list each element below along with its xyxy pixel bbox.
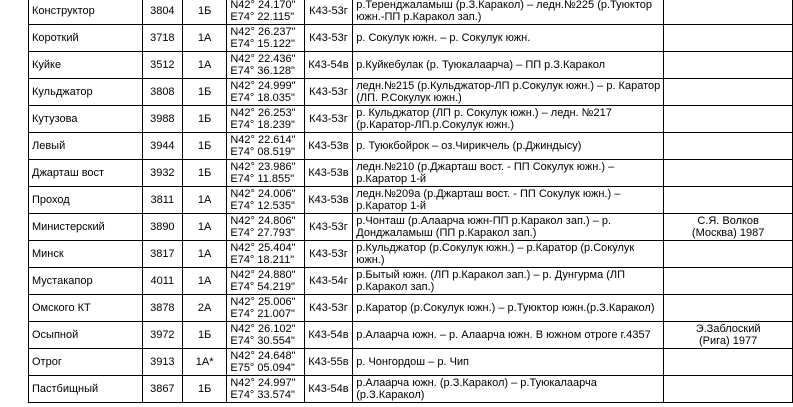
table-row — [29, 52, 793, 79]
first-ascent-cell — [664, 214, 793, 241]
route-line: р.Куйкебулак (р. Туюкалаарча) – ПП р.З.Каракол — [356, 59, 606, 71]
map-sheet-cell — [304, 349, 353, 376]
route-cell — [353, 295, 664, 322]
map-sheet-cell — [304, 133, 353, 160]
pass-name: Отрог — [32, 356, 62, 368]
height-cell — [142, 52, 182, 79]
pass-category: 1А — [197, 194, 212, 206]
route-cell — [353, 187, 664, 214]
route-cell — [353, 376, 664, 403]
route-cell — [353, 160, 664, 187]
table-row — [29, 133, 793, 160]
coordinates-cell — [227, 214, 304, 241]
pass-name-cell — [29, 295, 143, 322]
pass-category: 1Б — [197, 167, 212, 179]
route-line: (ЛП. Р.Сокулук южн.) — [356, 92, 462, 104]
first-ascent-cell — [664, 0, 793, 25]
pass-height: 3972 — [150, 329, 175, 341]
route-line: р.Кульджатор (р.Сокулук южн.) – р.Каратор (р.Сокулук — [356, 242, 635, 254]
category-cell — [182, 268, 226, 295]
pass-name: Осыпной — [32, 329, 79, 341]
pass-name-cell — [29, 241, 143, 268]
longitude: E74° 22.115" — [230, 11, 295, 23]
pass-category: 1Б — [197, 140, 212, 152]
longitude: E74° 08.519" — [230, 146, 295, 158]
pass-height: 3817 — [150, 248, 175, 260]
route-line: р.Каракол зап.) — [356, 281, 435, 293]
coordinates-cell — [227, 322, 304, 349]
route-line: р. Кульджатор (ЛП р. Сокулук южн.) – ледн. №217 — [356, 107, 612, 119]
coordinates-cell — [227, 160, 304, 187]
coordinates-cell — [227, 187, 304, 214]
map-sheet-cell — [304, 295, 353, 322]
pass-name: Куйке — [32, 59, 62, 71]
table-row — [29, 79, 793, 106]
height-cell — [142, 133, 182, 160]
pass-name-cell — [29, 187, 143, 214]
route-cell — [353, 268, 664, 295]
map-sheet-cell — [304, 106, 353, 133]
latitude: N42° 24.006" — [230, 188, 296, 200]
table-row — [29, 160, 793, 187]
route-line: (р.Каратор-ЛП.р.Сокулук южн.) — [356, 119, 515, 131]
coordinates-cell — [227, 349, 304, 376]
map-sheet: К43-53г — [309, 302, 348, 314]
route-line: южн.) — [356, 254, 385, 266]
pass-category: 1Б — [197, 113, 212, 125]
pass-name: Минск — [32, 248, 64, 260]
pass-category: 1А — [197, 32, 212, 44]
pass-height: 3988 — [150, 113, 175, 125]
route-cell — [353, 322, 664, 349]
latitude: N42° 23.986" — [230, 161, 296, 173]
coordinates-cell — [227, 25, 304, 52]
table-row — [29, 0, 793, 25]
pass-name: Джарташ вост — [32, 167, 105, 179]
first-ascent-cell — [664, 160, 793, 187]
first-ascent-line: (Москва) 1987 — [691, 227, 765, 239]
height-cell — [142, 295, 182, 322]
pass-height: 3890 — [150, 221, 175, 233]
pass-name: Проход — [32, 194, 70, 206]
map-sheet: К43-54в — [308, 383, 349, 395]
map-sheet: К43-53г — [309, 248, 348, 260]
first-ascent-cell — [664, 52, 793, 79]
route-line: (р.З.Каракол) — [356, 389, 425, 401]
table-row — [29, 241, 793, 268]
map-sheet: К43-53г — [309, 221, 348, 233]
pass-height: 3718 — [150, 32, 175, 44]
height-cell — [142, 160, 182, 187]
latitude: N42° 24.880" — [230, 269, 296, 281]
height-cell — [142, 0, 182, 25]
pass-name-cell — [29, 52, 143, 79]
route-line: р. Туюкбойрок – оз.Чирикчель (р.Джиндысу) — [356, 140, 582, 152]
longitude: E74° 30.554" — [230, 335, 295, 347]
category-cell — [182, 241, 226, 268]
coordinates-cell — [227, 268, 304, 295]
first-ascent-cell — [664, 106, 793, 133]
table-row — [29, 295, 793, 322]
category-cell — [182, 0, 226, 25]
route-cell — [353, 79, 664, 106]
longitude: E74° 12.535" — [230, 200, 295, 212]
table-row — [29, 268, 793, 295]
coordinates-cell — [227, 241, 304, 268]
coordinates-cell — [227, 0, 304, 25]
route-line: р.Каратор 1-й — [356, 200, 427, 212]
first-ascent-cell — [664, 79, 793, 106]
pass-height: 3808 — [150, 86, 175, 98]
height-cell — [142, 322, 182, 349]
pass-name-cell — [29, 322, 143, 349]
pass-category: 1Б — [197, 86, 212, 98]
map-sheet-cell — [304, 160, 353, 187]
first-ascent-line: (Рига) 1977 — [699, 335, 758, 347]
pass-name: Кульджатор — [32, 86, 93, 98]
table-row — [29, 376, 793, 403]
route-cell — [353, 241, 664, 268]
pass-name-cell — [29, 160, 143, 187]
latitude: N42° 22.614" — [230, 134, 296, 146]
route-line: р.Бытый южн. (ЛП р.Каракол зап.) – р. Дунгурма (ЛП — [356, 269, 626, 281]
pass-height: 3811 — [150, 194, 175, 206]
coordinates-cell — [227, 295, 304, 322]
longitude: E74° 54.219" — [230, 281, 295, 293]
map-sheet: К43-53в — [308, 194, 349, 206]
height-cell — [142, 241, 182, 268]
category-cell — [182, 214, 226, 241]
pass-name-cell — [29, 133, 143, 160]
pass-name: Левый — [32, 140, 66, 152]
coordinates-cell — [227, 133, 304, 160]
pass-name: Мустакапор — [32, 275, 93, 287]
table-row — [29, 322, 793, 349]
category-cell — [182, 52, 226, 79]
map-sheet-cell — [304, 187, 353, 214]
map-sheet-cell — [304, 79, 353, 106]
map-sheet: К43-54в — [308, 59, 349, 71]
pass-name-cell — [29, 214, 143, 241]
route-cell — [353, 52, 664, 79]
route-cell — [353, 0, 664, 25]
latitude: N42° 22.436" — [230, 53, 296, 65]
latitude: N42° 24.170" — [230, 0, 296, 11]
pass-name-cell — [29, 268, 143, 295]
longitude: E74° 18.239" — [230, 119, 295, 131]
latitude: N42° 26.102" — [230, 323, 296, 335]
map-sheet: К43-54г — [309, 275, 348, 287]
route-line: р. Сокулук южн. – р. Сокулук южн. — [356, 32, 531, 44]
category-cell — [182, 376, 226, 403]
first-ascent-line: С.Я. Волков — [697, 215, 759, 227]
table-row — [29, 349, 793, 376]
first-ascent-cell — [664, 187, 793, 214]
table-row — [29, 25, 793, 52]
route-line: р.Алаарча южн. (р.З.Каракол) – р.Туюкалаарча — [356, 377, 597, 389]
map-sheet: К43-53г — [309, 113, 348, 125]
height-cell — [142, 25, 182, 52]
route-line: ледн.№215 (р.Кульджатор-ЛП р.Сокулук южн.) – р. Каратор — [356, 80, 661, 92]
category-cell — [182, 322, 226, 349]
category-cell — [182, 106, 226, 133]
longitude: E75° 05.094" — [230, 362, 295, 374]
longitude: E74° 21.007" — [230, 308, 295, 320]
table-row — [29, 214, 793, 241]
pass-height: 3913 — [150, 356, 175, 368]
pass-category: 1Б — [197, 383, 212, 395]
height-cell — [142, 106, 182, 133]
pass-height: 3867 — [150, 383, 175, 395]
pass-name-cell — [29, 0, 143, 25]
pass-height: 4011 — [150, 275, 175, 287]
longitude: E74° 11.855" — [230, 173, 295, 185]
longitude: E74° 33.574" — [230, 389, 295, 401]
route-line: р.Каратор 1-й — [356, 173, 427, 185]
pass-category: 1А — [197, 59, 212, 71]
height-cell — [142, 349, 182, 376]
pass-name-cell — [29, 106, 143, 133]
pass-category: 2А — [197, 302, 212, 314]
route-line: ледн.№209а (р.Джарташ вост. - ПП Сокулук южн.) – — [356, 188, 621, 200]
table-row — [29, 187, 793, 214]
first-ascent-cell — [664, 295, 793, 322]
longitude: E74° 15.122" — [230, 38, 295, 50]
category-cell — [182, 133, 226, 160]
map-sheet-cell — [304, 214, 353, 241]
category-cell — [182, 349, 226, 376]
map-sheet: К43-53г — [309, 5, 348, 17]
route-line: р.Алаарча южн. – р. Алаарча южн. В южном отроге г.4357 — [356, 329, 651, 341]
map-sheet-cell — [304, 52, 353, 79]
category-cell — [182, 160, 226, 187]
first-ascent-cell — [664, 376, 793, 403]
category-cell — [182, 187, 226, 214]
pass-height: 3878 — [150, 302, 175, 314]
latitude: N42° 24.648" — [230, 350, 296, 362]
pass-category: 1Б — [197, 329, 212, 341]
map-sheet-cell — [304, 376, 353, 403]
category-cell — [182, 79, 226, 106]
map-sheet: К43-53в — [308, 140, 349, 152]
map-sheet-cell — [304, 268, 353, 295]
route-cell — [353, 25, 664, 52]
latitude: N42° 25.404" — [230, 242, 296, 254]
route-line: Донджаламыш (ПП р.Каракол зап.) — [356, 227, 537, 239]
first-ascent-cell — [664, 349, 793, 376]
pass-name: Короткий — [32, 32, 79, 44]
height-cell — [142, 214, 182, 241]
pass-name-cell — [29, 376, 143, 403]
map-sheet-cell — [304, 0, 353, 25]
map-sheet: К43-53г — [309, 32, 348, 44]
route-line: р.Теренджаламыш (р.З.Каракол) – ледн.№225 (р.Туюктор — [356, 0, 652, 11]
latitude: N42° 26.237" — [230, 26, 296, 38]
pass-height: 3512 — [150, 59, 175, 71]
route-line: р. Чонгордош – р. Чип — [356, 356, 470, 368]
route-line: р.Каратор (р.Сокулук южн.) – р.Туюктор южн.(р.З.Каракол) — [356, 302, 655, 314]
route-line: р.Чонташ (р.Алаарча южн-ПП р.Каракол зап.) – р. — [356, 215, 612, 227]
height-cell — [142, 187, 182, 214]
map-sheet-cell — [304, 322, 353, 349]
first-ascent-cell — [664, 322, 793, 349]
pass-name: Министерский — [32, 221, 105, 233]
longitude: E74° 18.035" — [230, 92, 295, 104]
latitude: N42° 24.806" — [230, 215, 296, 227]
pass-category: 1А — [197, 248, 212, 260]
pass-height: 3804 — [150, 5, 175, 17]
route-line: ледн.№210 (р.Джарташ вост. - ПП Сокулук южн.) – — [356, 161, 615, 173]
pass-category: 1А — [197, 221, 212, 233]
first-ascent-cell — [664, 268, 793, 295]
route-cell — [353, 214, 664, 241]
pass-name-cell — [29, 25, 143, 52]
map-sheet: К43-55в — [308, 356, 349, 368]
pass-height: 3932 — [150, 167, 175, 179]
pass-category: 1А* — [195, 356, 214, 368]
pass-name: Омского КТ — [32, 302, 91, 314]
table-body — [29, 0, 793, 403]
first-ascent-line: Э.Заблоский — [695, 323, 761, 335]
pass-name-cell — [29, 349, 143, 376]
pass-name-cell — [29, 79, 143, 106]
latitude: N42° 25.006" — [230, 296, 296, 308]
longitude: E74° 18.211" — [230, 254, 295, 266]
map-sheet-cell — [304, 241, 353, 268]
passes-table — [28, 0, 793, 403]
pass-name: Кутузова — [32, 113, 78, 125]
first-ascent-cell — [664, 25, 793, 52]
longitude: E74° 27.793" — [230, 227, 295, 239]
pass-category: 1Б — [197, 5, 212, 17]
latitude: N42° 26.253" — [230, 107, 296, 119]
category-cell — [182, 25, 226, 52]
map-sheet: К43-53г — [309, 86, 348, 98]
coordinates-cell — [227, 52, 304, 79]
pass-category: 1А — [197, 275, 212, 287]
map-sheet: К43-53в — [308, 167, 349, 179]
height-cell — [142, 376, 182, 403]
longitude: E74° 36.128" — [230, 65, 295, 77]
route-cell — [353, 349, 664, 376]
route-cell — [353, 106, 664, 133]
route-cell — [353, 133, 664, 160]
coordinates-cell — [227, 79, 304, 106]
map-sheet: К43-54в — [308, 329, 349, 341]
latitude: N42° 24.999" — [230, 80, 296, 92]
category-cell — [182, 295, 226, 322]
height-cell — [142, 268, 182, 295]
height-cell — [142, 79, 182, 106]
latitude: N42° 24.997" — [230, 377, 296, 389]
pass-name: Пастбищный — [32, 383, 99, 395]
first-ascent-cell — [664, 133, 793, 160]
table-row — [29, 106, 793, 133]
route-line: южн.-ПП р.Каракол зап.) — [356, 11, 482, 23]
coordinates-cell — [227, 376, 304, 403]
coordinates-cell — [227, 106, 304, 133]
map-sheet-cell — [304, 25, 353, 52]
first-ascent-cell — [664, 241, 793, 268]
pass-name: Конструктор — [32, 5, 95, 17]
pass-height: 3944 — [150, 140, 175, 152]
